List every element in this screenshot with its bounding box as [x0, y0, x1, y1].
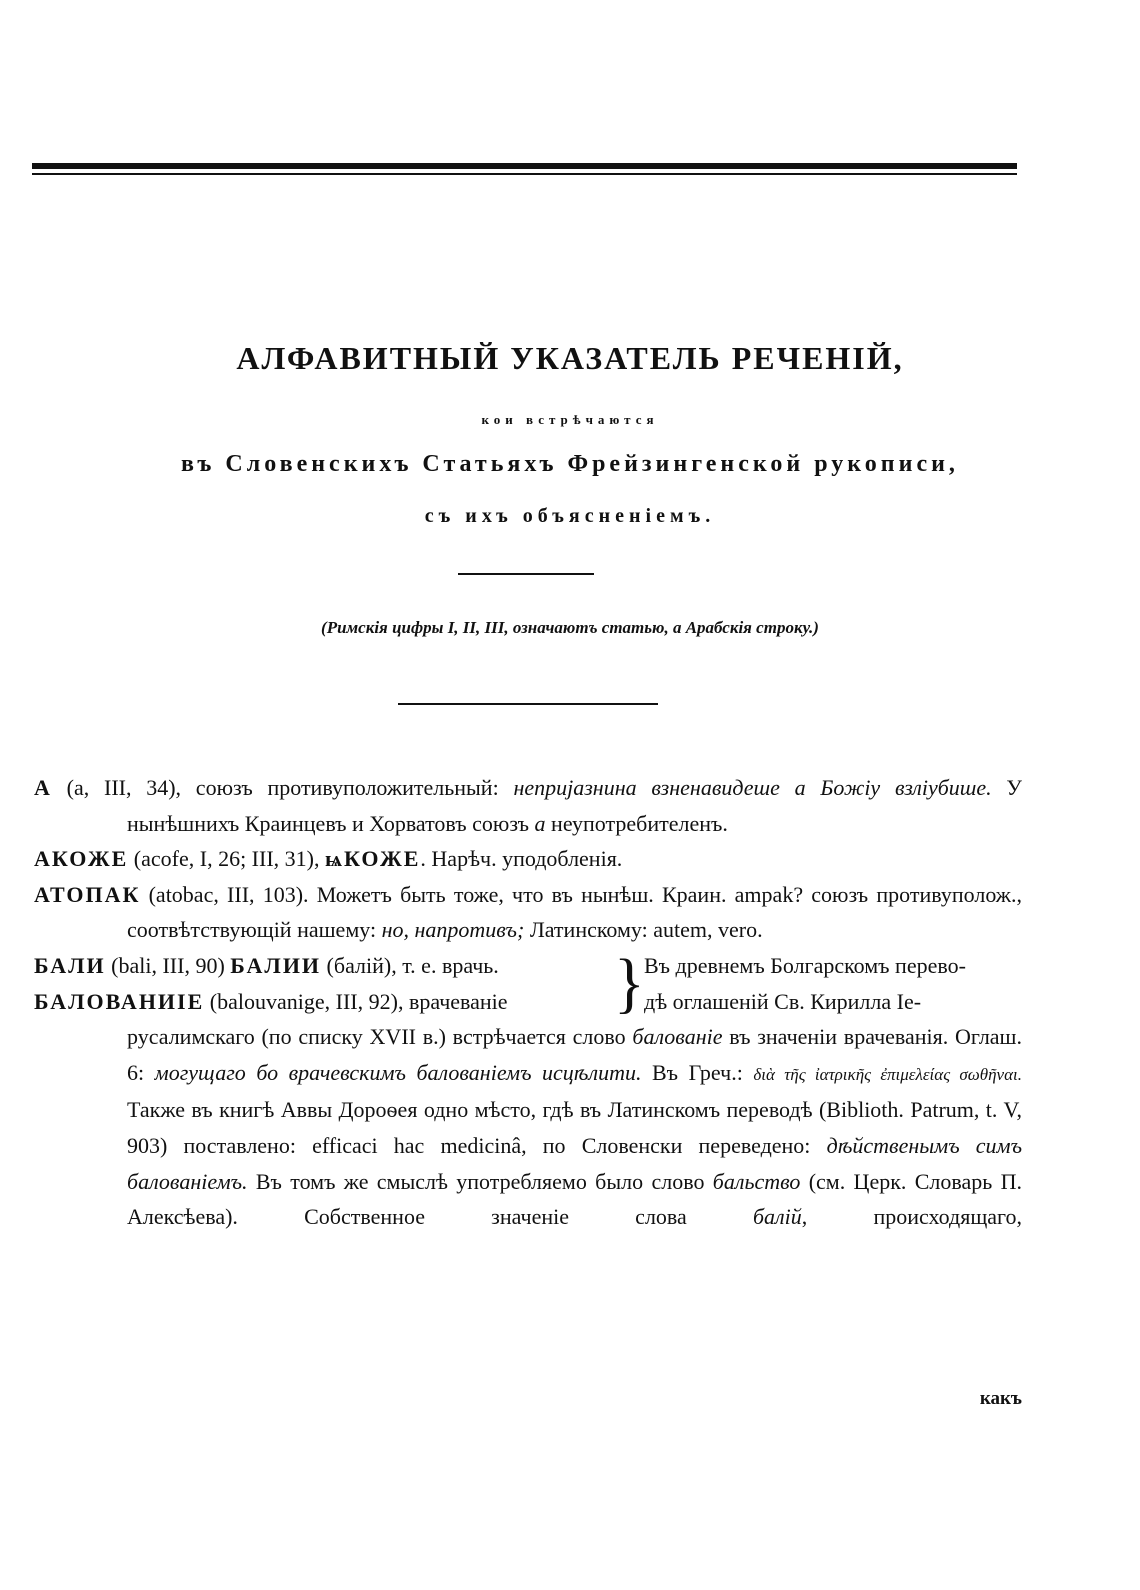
- bracket-note-line-1: Въ древнемъ Болгарскомъ перево-: [644, 952, 966, 978]
- headword: БАЛИ: [34, 952, 106, 978]
- greek-quote: διὰ τῆς ἰατρικῆς ἐπιμελείας σωθῆναι.: [753, 1064, 1022, 1084]
- divider-short: [458, 573, 594, 575]
- bracket-note-line-2: дѣ оглашеній Св. Кирилла Іе-: [644, 988, 922, 1014]
- entry-a: А (a, III, 34), союзъ противуположительный: неприjазнина взненавидеше а Божiу взлiубише. У нынѣшнихъ Краинцевъ и Хорватовъ союзъ а неупотребителенъ.: [34, 775, 1022, 836]
- subtitle-line-1: кои встрѣчаются: [481, 412, 659, 427]
- editorial-note: (Римскія цифры I, II, III, означаютъ статью, а Арабскія строку.): [321, 618, 819, 637]
- entry-akozhe: АКОЖЕ (acofe, I, 26; III, 31), ѩКОЖЕ. Нарѣч. уподобленія.: [34, 846, 623, 872]
- entry-bali: БАЛИ (bali, III, 90) БАЛИИ (балій), т. е. врачь.: [34, 952, 499, 978]
- index-entries: [34, 770, 1022, 1270]
- subtitle-line-2: въ Словенскихъ Статьяхъ Фрейзингенской рукописи,: [181, 451, 959, 477]
- headword: А: [34, 775, 52, 800]
- headword-variant: БАЛИИ: [230, 952, 322, 978]
- entry-bali-continuation: русалимскаго (по списку XVII в.) встрѣчается слово балованіе въ значеніи врачеванія. Оглаш. 6: могущаго бо врачевскимъ балованіемъ исцѣлити. Въ Греч.: διὰ τῆς ἰατρικῆς ἐπιμελείας σωθῆναι. Также въ книгѣ Аввы Дороѳея одно мѣсто, гдѣ въ Латинскомъ переводѣ (Biblioth. Patrum, t. V, 903) поставлено: efficaci hac medicinâ, по Словенски переведено: дѣйственымъ симъ балованіемъ. Въ томъ же смыслѣ употребляемо было слово бальство (см. Церк. Словарь П. Алексѣева). Собственное значеніе слова балій, происходящаго,: [127, 1024, 1022, 1230]
- headword-variant: ѩКОЖЕ: [325, 846, 421, 872]
- entry-bali-group: [34, 945, 1022, 1020]
- headword: БАЛОВАНИІЕ: [34, 988, 205, 1014]
- divider-long: [398, 703, 658, 705]
- subtitle-line-3: съ ихъ объясненіемъ.: [424, 505, 716, 527]
- catchword: какъ: [979, 1388, 1022, 1409]
- top-rule-thick: [32, 163, 1017, 169]
- page-title: АЛФАВИТНЫЙ УКАЗАТЕЛЬ РЕЧЕНІЙ,: [236, 340, 904, 376]
- entry-atopak: АТОПАК (atobac, III, 103). Можетъ быть тоже, что въ нынѣш. Краин. ampak? союзъ противуполож., соотвѣтствующій нашему: но, напротивъ; Латинскому: autem, vero.: [34, 881, 1022, 943]
- curly-brace: }: [614, 945, 645, 1020]
- entry-balovanie: БАЛОВАНИІЕ (balouvanige, III, 92), врачеваніе: [34, 988, 508, 1014]
- top-rule-thin: [32, 173, 1017, 175]
- headword: АКОЖЕ: [34, 846, 129, 872]
- headword: АТОПАК: [34, 881, 141, 907]
